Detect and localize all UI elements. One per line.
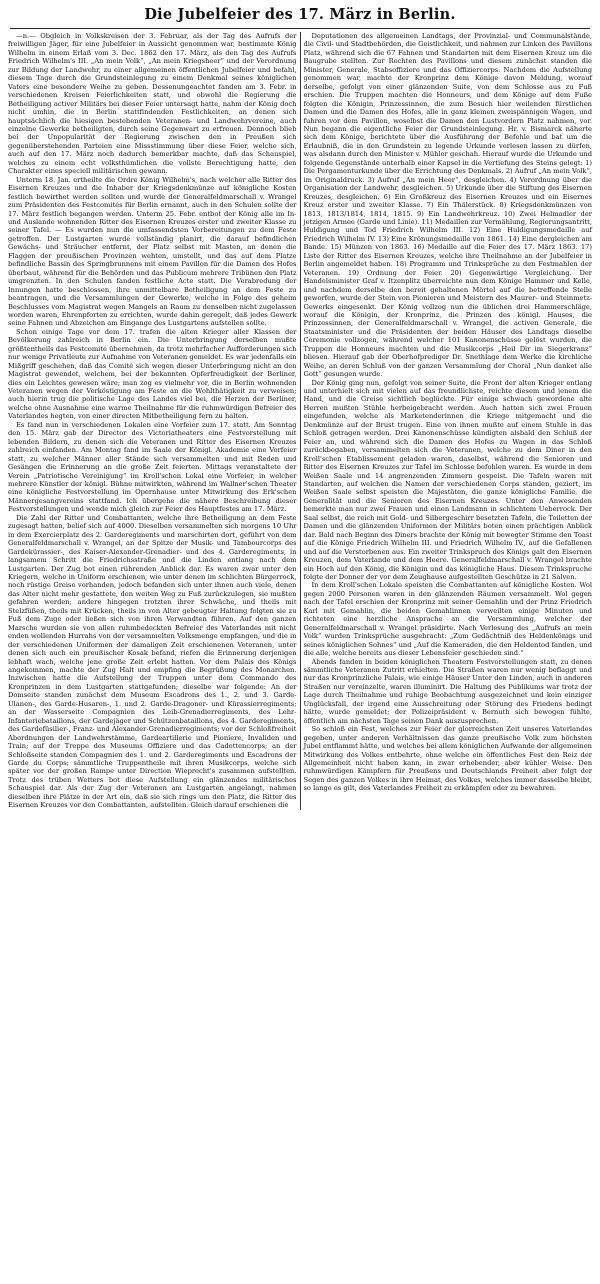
article-title: Die Jubelfeier des 17. März in Berlin. (144, 6, 456, 23)
article-paragraph: Deputationen des allgemeinen Landtags, der Provinzial- und Communalstände, die Civil- und Stadtbehörden, die Geistlichkeit, und nahmen zur Linken des Pavillons Platz, während sich die 67 Fahnen und Standarten mit dem Eisernen Kreuz um die Baugrube stellten. Zur Rechten des Pavillons und diesem zunächst standen die Minister, Generale, Stabsoffiziere und das Offiziercorps. Nachdem die Aufstellung genommen war, machte der Kronprinz dem Könige davon Meldung, worauf derselbe, gefolgt von einer glänzenden Suite, von dem Schlosse aus zu Fuß erschien. Die Truppen machten die Honneurs, und dem Könige auf dem Fuße folgten die Königin, Prinzessinnen, die zum Besuch hier weilenden fürstlichen Damen und die Damen des Hofes, alle in ganz kleinen zweispännigen Wagen, und fuhren vor dem Pavillon, woselbst die Damen den Lustvordern Platz nahmen, vor. Nun begann die eigentliche Feier der Grundsteinlegung. Hr. v. Bismarck näherte sich dem Könige, berichtete über die Ausführung der Befehle und bat um die Erlaubniß, die in den Grundstein zu legende Urkunde verlesen lassen zu dürfen, was alsdann durch den Minister v. Mühler geschah. Hierauf wurde die Urkunde und folgende Gegenstände unterhalb einer Kapsel in die Vertiefung des Steins gelegt: 1) Die Pergamenturkunde über die Errichtung des Denkmals. 2) Aufruf „An mein Volk“, im Originaldruck. 3) Aufruf „An mein Heer“, desgleichen. 4) Verordnung über die Organisation der Landwehr, desgleichen. 5) Urkunde über die Stiftung des Eisernen Kreuzes, desgleichen. 6) Ein Großkreuz des Eisernen Kreuzes und ein Eisernes Kreuz erster und zweiter Klasse. 7) Ein Thälerstück. 8) Kriegsdenkmünzen von 1813, 1813/1814, 1814, 1815. 9) Ein Landwehrkreuz. 10) Zwei Helmadler der jetzigen Armee (Garde und Linie). 11) Medaillen zur Vermählung, Regierungsantritt, Huldigung und Tod Friedrich Wilhelm III. 12) Eine Huldigungsmedaille auf Friedrich Wilhelm IV. 13) Eine Krönungsmedaille von 1861. 14) Eine dergleichen am Bande. 15) Münzen von 1863. 16) Medaille auf die Feier des 17. März 1863. 17) Liste der Ritter des Eisernen Kreuzes, welche ihre Theilnahme an der Jubelfeier in Berlin angemeldet haben. 18) Programm und Trinksprüche zu den Festmahlen der Veteranen. 19) Ordnung der Feier. 20) Gegenwärtige Vergleichung. Der Handelsminister Graf v. Itzenplitz überreichte nun dem Könige Hammer und Kelle, und nachdem derselbe den bereit gehaltenen Mörtel auf die betreffende Stelle geworfen, wurde der Stein von Pionieren und Meistern des Maurer- und Steinmetz-Gewerks eingesenkt. Der König vollzog nun die üblichen drei Hammerschläge, worauf die Königin, der Kronprinz, die Prinzen des königl. Hauses, die Prinzessinnen, der Generalfeldmarschall v. Wrangel, die activen Generale, die Staatsminister und die Präsidenten der beiden Häuser des Landtags dieselbe Ceremonie vollzogen, während welcher 101 Kanonenschüsse gelöst wurden, die Truppen die Honneurs machten und die Musikcorps „Heil Dir im Siegerkranz“ bliesen. Hierauf gab der Oberhofprediger Dr. Snethlage dem Werke die kirchliche Weihe, an deren Schluß von der ganzen Versammlung der Choral „Nun danket alle Gott“ gesungen wurde. (303, 32, 592, 379)
left-column (8, 32, 297, 810)
article-paragraph: Unterm 18. Jan. ertheilte die Ordre König Wilhelm's, nach welcher alle Ritter des Eisernen Kreuzes und die Inhaber der Kriegsdenkmünze auf königliche Kosten festlich bewirthet werden sollten und wurde der Generalfeldmarschall v. Wrangel zum Präsidenten des Festcomités für Berlin ernannt, auch in den Schulen sollte der 17. März festlich begangen werden. Unterm 25. Febr. entbot der König alle im In- und Auslande wohnenden Ritter des Eisernen Kreuzes erster und zweiter Klasse zu seiner Tafel. — Es wurden nun die umfassendsten Vorbereitungen zu dem Feste getroffen. Der Lustgarten wurde vollständig planirt, die darauf befindlichen Gewächs- und Sträucher entfernt, der Platz selbst mit Masten, an denen die Flaggen der preußischen Provinzen wehten, umstellt, und das auf dem Platze befindliche Bassin des Springbrunnens mit einem Pavillon für die Damen des Hofes überbaut, während für die Behörden und das Publicum mehrere Tribünen den Platz umgrenzten. In den Schulen fanden festliche Acte statt. Die Verabredung der Innungen hatte beschlossen, ihre unmittelbare Betheiligung an dem Feste zu beantragen, und die Versammlungen der Gewerke, welche in Folge des geheim Beschlusses vom Magistrat wegen Mangels an Raum zu denselben nicht zugelassen worden waren, Ehrenpforten zu errichten, wurde dahin geregelt, daß jedes Gewerk seine Fahnen und Abzeichen am Eingange des Lustgartens aufstellen sollte. (8, 175, 297, 328)
article-paragraph: Die Zahl der Ritter und Combattanten, welche ihre Betheiligung an dem Feste zugesagt hatten, belief sich auf 4000. Dieselben versammelten sich morgens 10 Uhr in dem Exercierplatz des 2. Garderegiments und marschirten dort, geführt von dem Generalfeldmarschall v. Wrangel, an der Spitze der Musik- und Tambourcorps des Gardekürassier-, des Kaiser-Alexander-Grenadier- und des 4. Garderegiments, in langsamem Schritt die Friedrichsstraße und die Linden entlang nach dem Lustgarten. Der Zug bot einen rührenden Anblick dar. Es waren zwar unter den Kriegern, welche in Uniform erschienen, wie unter denen im schlichten Bürgerrock, noch rüstige Greise vorhanden, jedoch befanden sich unter ihnen auch viele, denen das Alter nicht mehr gestattete, den weiten Weg zu Fuß zurückzulegen, sie mußten gefahren werden; andere hingegen trotzten ihrer Schwäche, und theils mit Stelzfüßen, theils mit Krücken, theils in von Alter gebeugter Haltung folgten sie zu Fuß dem Zuge oder ließen sich von ihren Verwandten führen. Auf den ganzen Marsche wurden sie von allen ruhmbedeckten Befreier des Vaterlandes mit nicht enden wollenden Hurrahs von der versammelten Volksmenge empfangen, und die in der verschiedenen Uniformen der damaligen Zeit erschienenen Veteranen, unter denen sich auch ein preußischer Kosak befand, riefen die Erinnerung derjenigen lebhaft wach, welche jene große Zeit erlebt hatten. Vor dem Palais des Königs angekommen, machte der Zug Halt und empfing die Begrüßung des Monarchen. Inzwischen hatte die Aufstellung der Truppen unter dem Commando des Kronprinzen in dem Lustgarten stattgefunden; dieselbe war folgende: An der Domseite standen zunächst dem Museum Escadrons des 1., 2. und 3. Garde-Ulanen-, des Garde-Husaren-, 1. und 2. Garde-Dragoner- und Kürassierregiments; an der Wasserseite Compagnien des Leib-Grenadierregiments, des Lehr-Infanteriebataillons, der Gardejäger und Schützenbataillons, des 4. Garderegiments, des Gardefüsilier-, Franz- und Alexander-Grenadierregiments; vor der Schloßfreiheit Abordnungen der Landwehrstämme, Gardeartillerie und Pioniere, Invaliden und Train; auf der Treppe des Museums Offiziere und das Cadettencorps; an der Schloßseite standen Compagnien des 1. und 2. Garderegiments und Escadrons der Garde du Corps; sämmtliche Truppentheile mit ihren Musikcorps, welche sich später vor der großen Rampe unter Direction Wieprecht's zusammen aufstellten. Trotz des trüben Wetters bot diese Aufstellung ein glänzendes militärisches Schauspiel dar. Als der Zug der Veteranen am Lustgarten angelangt, nahmen dieselben ihre Plätze in der Art ein, daß sie sich rings um den Platz, die Ritter des Eisernen Kreuzes vor den Combattanten, aufstellten. Gleich darauf erschienen die (8, 513, 297, 810)
article-paragraph: Es fand nun in verschiedenen Lokalen eine Vorfeier zum 17. statt. Am Sonntag den 15. März gab der Director des Victoriatheaters eine Festvorstellung mit lebenden Bildern, zu denen sich die Veteranen und Ritter des Eisernen Kreuzes zahlreich einfanden. Am Montag fand im Saale der Königl. Akademie eine Vorfeier statt, zu welcher Männer aller Stände sich versammelten und mit Reden und Gesängen die Erinnerung an die große Zeit feierten. Mittags veranstaltete der Verein „Patriotische Vereinigung“ im Kroll'schen Lokal eine Vorfeier, in welcher mehrere Künstler der königl. Bühne mitwirkten, während im Wallner'schen Theater eine königliche Festvorstellung im Opernhause unter Mitwirkung des Erk'schen Männergesangvereins stattfand. Ich übergehe die nähere Beschreibung dieser Festvorstellungen und wende mich gleich zur Feier des Hauptfestes am 17. März. (8, 420, 297, 514)
article-paragraph: So schloß ein Fest, welches zur Feier der glorreichsten Zeit unseres Vaterlandes gegeben, unter anderen Verhältnissen das ganze preußische Volk zum höchsten Jubel entflammt hätte, und welches bei allem königlichen Aufwande der allgemeinen Mitwirkung des Volkes entbehrte, ohne welche ein öffentliches Fest den Reiz der Allgemeinheit nicht haben kann, in zwar erhebender, aber kühler Weise. Den ruhmwürdigen Kämpfern für Preußens und Deutschlands Freiheit aber folgt der Segen des ganzen Volkes in ihre Heimat, des Volkes, welches immer dasselbe bleibt, so lange es gilt, des Vaterlandes Freiheit zu erkämpfen oder zu bewahren. (303, 725, 592, 793)
article-paragraph: Schon einige Tage vor dem 17. trafen die alten Krieger aller Klassen der Bevölkerung zahlreich in Berlin ein. Die Unterbringung derselben mußte größtentheils das Festcomité übernehmen, da trotz mehrfacher Aufforderungen sich nur wenige Privatleute zur Aufnahme von Veteranen gemeldet. Es war jedenfalls ein Mißgriff geschehen, daß das Comité sich wegen dieser Unterbringung nicht an den Magistrat gewendet, welchem, bei der bekannten Opferfreudigkeit der Berliner, dies ein Leichtes gewesen wäre; man zog es vielmehr vor, die in Berlin wohnenden Veteranen wegen der Verköstigung am Feste an die Wohlthätigkeit zu verweisen; auch hierin trug die politische Lage des Landes viel bei, die Herzen der Berliner, welche ohne Ausnahme eine warme Theilnahme für die ruhmwürdigen Befreier des Vaterlandes hegten, von einer directen Mitbetheiligung fern zu halten. (8, 327, 297, 421)
right-column (304, 32, 593, 810)
article-paragraph: Abends fanden in beiden königlichen Theatern Festvorstellungen statt, zu denen sämmtliche Veteranen Zutritt erhielten. Die Straßen waren nur wenig beflaggt und nur das Kronprinzliche Palais, wie einige Häuser Unter den Linden, auch in anderen Straßen nur vereinzelte, waren illuminirt. Die Haltung des Publikums war trotz der Lage durch Theilnahme und ruhige Beobachtung ausgezeichnet und kein einziger Unglücksfall, der irgend eine Ausschreitung oder Störung des Friedens bedingt hätte, wurde gemeldet; der Polizeipräsident v. Bernuth sich bewogen fühlte, öffentlich am nächsten Tage seinen Dank auszusprechen. (303, 657, 592, 725)
article-paragraph: In dem Kroll'schen Lokale speisten die Combattanten auf königliche Kosten. Wol gegen 2000 Personen waren in den glänzenden Räumen versammelt. Wol gegen nach der Tafel erschien der Kronprinz mit seiner Gemahlin und der Prinz Friedrich Karl mit Gemahlin, die beiden Gemahlinnen verweilten einige Minuten und richteten eine herzliche Ansprache an die Versammlung, welcher der Generalfeldmarschall v. Wrangel präsidirte. Nach Verlesung des „Aufrufs an mein Volk“ wurden Trinksprüche ausgebracht: „Zum Gedächtniß des Heldenkönigs und seines königlichen Sohnes“ und „Auf die Kameraden, die den Heldentod fanden, und die alle, welche bereits aus dieser Lebensfeier geschieden sind.“ (303, 581, 592, 658)
title-divider (10, 28, 590, 29)
article-paragraph: Der König ging nun, gefolgt von seiner Suite, die Front der alten Krieger entlang und unterhielt sich mit vielen auf das freundlichste, reichte diesem und jenem die Hand, und die Greise sichtlich beglückte. Für einige schwach gewordene alte Herren mußten Stühle herbeigebracht werden. Auch hatten sich zwei Frauen eingefunden, welche als Marketenderinnen die Kriege mitgemacht und die Denkmünze auf der Brust trugen. Eine von ihnen mußte auf einem Stuhle in das Schloß getragen werden. Drei Kanonenschüsse kündigten alsbald den Schluß der Feier an, und während sich die Damen des Hofes zu Wagen in das Schloß zurückbegaben, versammelten sich die Veteranen, welche zu dem Diner in den Kroll'schen Etablissement geladen waren, daselbst, während die Senioren und Ritter des Eisernen Kreuzes zur Tafel im Schlosse befohlen waren. Es wurde in dem Weißen Saale und 14 angrenzenden Zimmern gespeist. Die Tafeln waren mit Standarten, auf welchen die Namen der verschiedenen Corps standen, geziert, im Weißen Saale selbst speisten die Majestäten, die ganze königliche Familie, die Generalität und die Senioren des Eisernen Kreuzes. Unter den Anwesenden bemerkte man nur zwei Frauen und einen Landmann in schlichtem Ueberrock. Der Saal selbst, die reich mit Gold- und Silbergeschirr besetzten Tafeln, die Toiletten der Damen und die glänzenden Uniformen der Militärs boten einen prächtigen Anblick dar. Bald nach Beginn des Diners brachte der König mit bewegter Stimme den Toast auf die Könige Friedrich Wilhelm III. und Friedrich Wilhelm IV., auf die Gefallenen und auf die Verstorbenen aus. Ein zweiter Trinkspruch des Königs galt den Eisernen Kreuzen, dem Vaterlande und dem Heere. Generalfeldmarschall v. Wrangel brachte ein Hoch auf den König, die Königin und das königliche Haus. Diesem Trinkspruche folgte der Donner der vor dem Zeughause aufgestellten Geschütze in 21 Salven. (303, 378, 592, 581)
article-paragraph: —n.— Obgleich in Volkskreisen der 3. Februar, als der Tag des Aufrufs der freiwilligen Jäger, für eine Jubelfeier in Aussicht genommen war, bestimmte König Wilhelm in einem Erlaß vom 3. Dec. 1862 den 17. März, als den Tag des Aufrufs Friedrich Wilhelm's III. „An mein Volk“, „An mein Kriegsheer“ und der Verordnung zur Bildung der Landwehr, zu einer allgemeinen öffentlichen Jubelfeier und befahl, diesem Tage durch die Grundsteinlegung zu einem Denkmal seines königlichen Vaters eine besondere Weihe zu geben. Dessenungeachtet fanden am 3. Febr. in verschiedenen Kreisen Feierlichkeiten statt, und obwohl die Regierung die Betheiligung activer Militärs bei dieser Feier untersagt hatte, nahm der König doch nicht umhin, die in Berlin stattfindenden Festlichkeiten, an denen sich hauptsächlich die hiesigen bestehenden Veteranen- und Landwehrvereine, auch einzelne Gewerke betheiligten, durch seine Gegenwart zu erfreuen. Dennoch blieb bei der Unpopularität der Regierung zwischen den in Preußen sich gegenüberstehenden Parteien eine Missstimmung über diese Feier, welche sich, auch auf den 17. März noch dadurch bemerkbar machte, daß das Schauspiel, welches zu einem echt volksthümlichen die vollste Berechtigung hatte, den Charakter eines speciell militärischen gewann. (8, 32, 297, 176)
article-columns (8, 32, 592, 810)
column-divider (300, 32, 301, 810)
